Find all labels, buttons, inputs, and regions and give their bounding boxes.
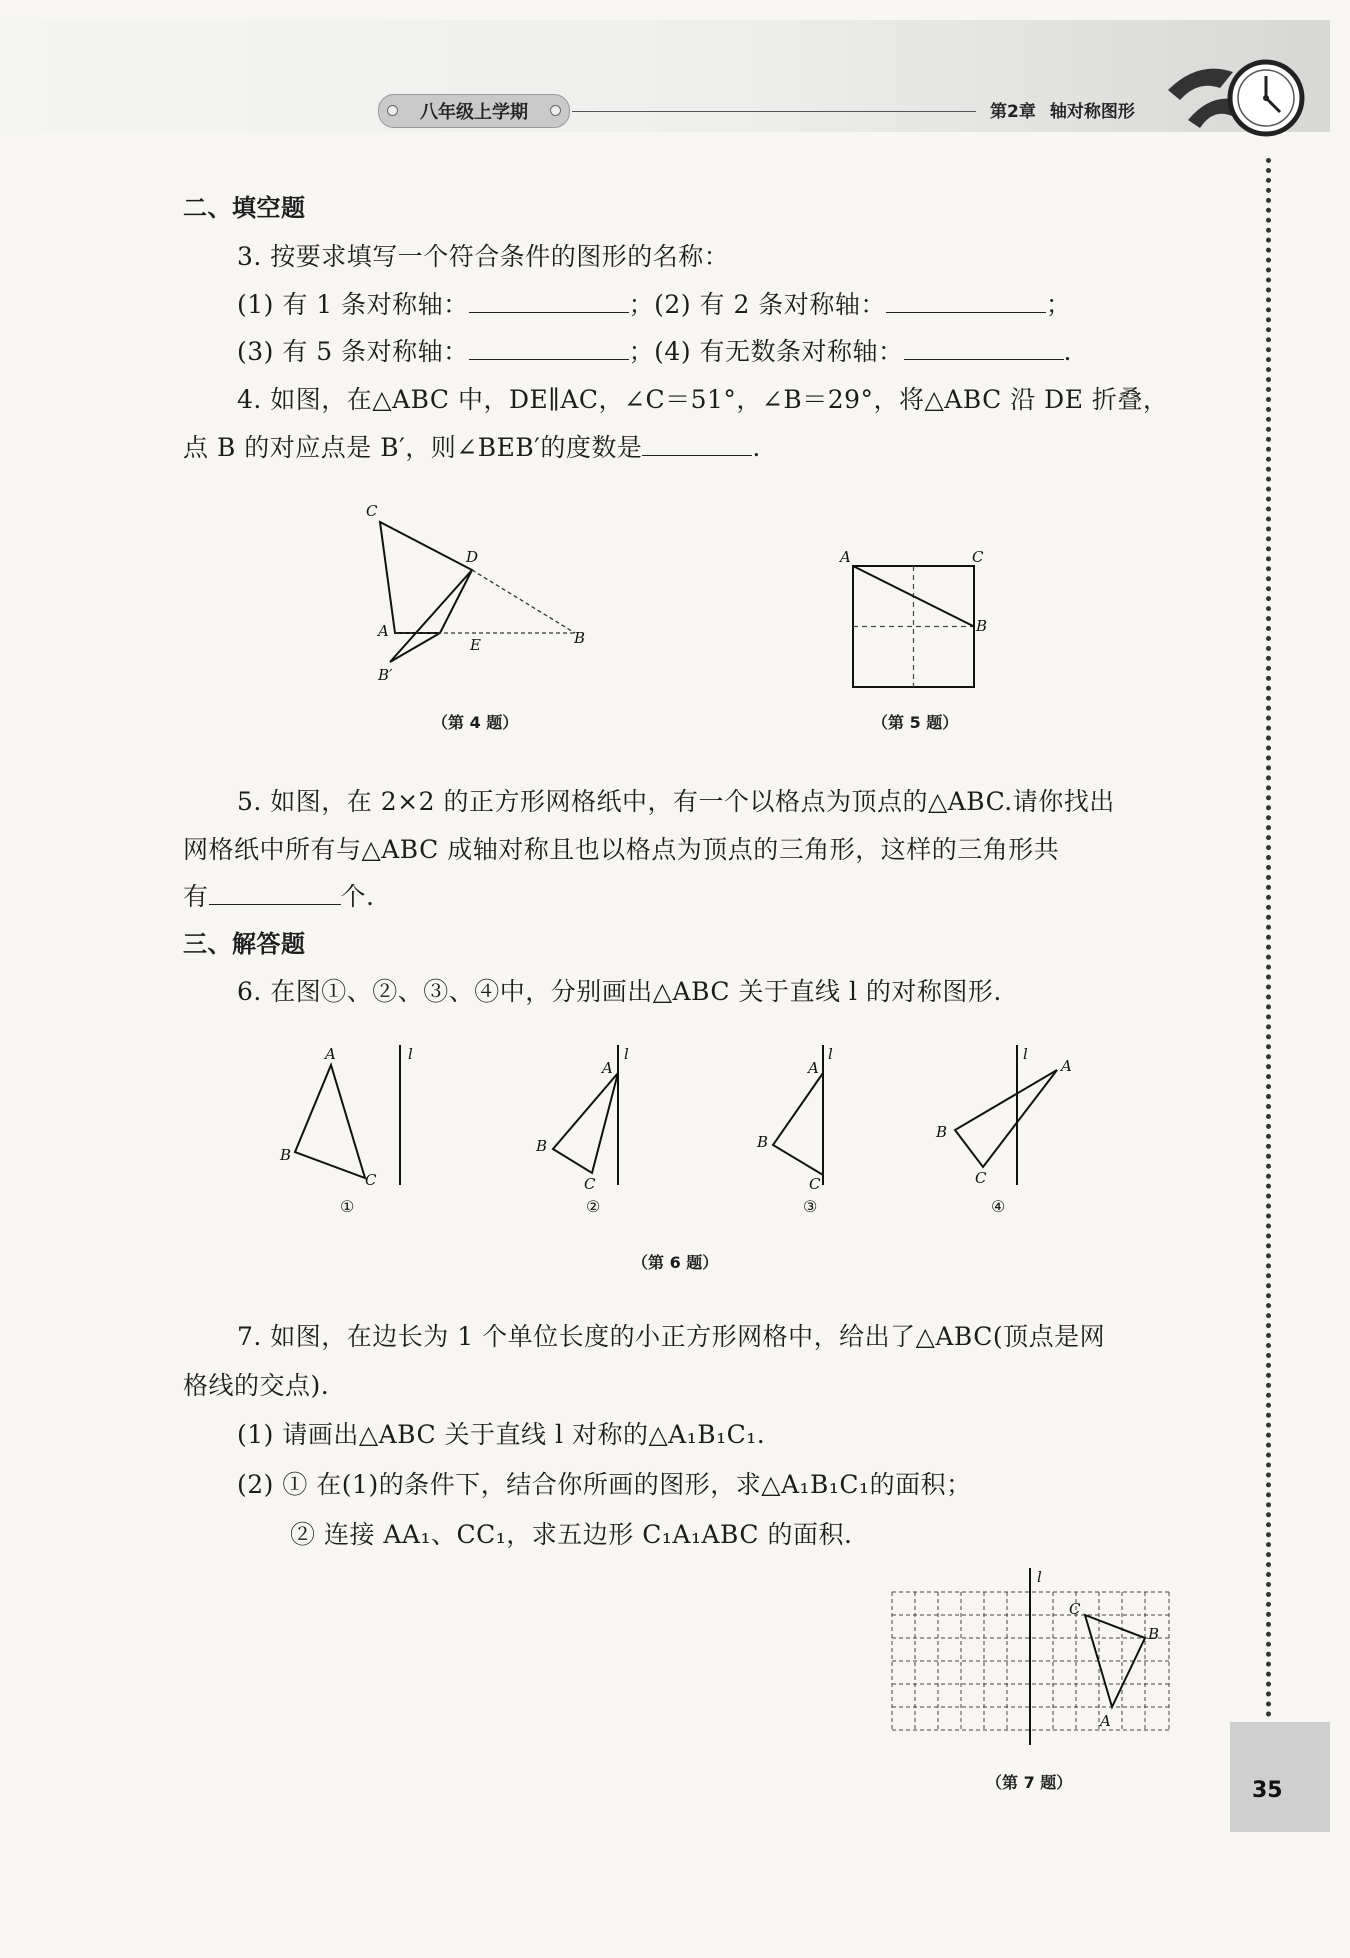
q3-part3: (3) 有 5 条对称轴： [237, 337, 469, 366]
fig6-1-label-C: C [365, 1171, 377, 1189]
q5-line3-end: 个. [340, 882, 375, 911]
runner-clock-icon [1158, 50, 1308, 140]
q7-part1: (1) 请画出△ABC 关于直线 l 对称的△A₁B₁C₁. [237, 1420, 766, 1449]
fig4-caption: （第 4 题） [432, 713, 519, 732]
fig6-3-triangle [773, 1073, 823, 1175]
q7-part2: (2) ① 在(1)的条件下，结合你所画的图形，求△A₁B₁C₁的面积； [237, 1470, 972, 1499]
fig6-4-label-C: C [975, 1169, 987, 1187]
figure-q7 [880, 1560, 1180, 1750]
fig7-label-A: A [1100, 1712, 1111, 1730]
q3-part2: ；(2) 有 2 条对称轴： [628, 290, 886, 319]
q5-line3-text: 有 [183, 882, 209, 911]
fig5-caption: （第 5 题） [872, 713, 959, 732]
header-rule [572, 111, 976, 112]
fig6-1-triangle [295, 1065, 365, 1178]
fig6-2-label-A: A [602, 1059, 613, 1077]
fig7-triangle [1085, 1615, 1145, 1707]
chapter-title: 轴对称图形 [1049, 102, 1135, 122]
fig4-label-C: C [366, 502, 378, 520]
fig4-label-Bprime: B′ [378, 666, 393, 684]
q3-part2-end: ； [1045, 290, 1072, 319]
q5-line2: 网格纸中所有与△ABC 成轴对称且也以格点为顶点的三角形，这样的三角形共 [183, 835, 1060, 864]
section-fill-blank-title: 二、填空题 [183, 194, 306, 222]
fig6-2-number: ② [586, 1197, 601, 1216]
fig6-3-label-A: A [808, 1059, 819, 1077]
fig6-3-number: ③ [803, 1197, 818, 1216]
fig4-label-B: B [574, 629, 586, 647]
fig6-2-triangle [553, 1073, 618, 1173]
fig5-label-C: C [972, 548, 984, 566]
fig4-DBp [390, 570, 472, 662]
q4-line2 [183, 428, 761, 464]
fig4-label-E: E [470, 636, 481, 654]
fig6-1-label-l: l [408, 1045, 413, 1063]
page-number-tab [1230, 1722, 1330, 1832]
fig4-EBp [390, 633, 440, 662]
fig6-4-label-l: l [1023, 1045, 1028, 1063]
fig7-label-B: B [1148, 1625, 1160, 1643]
page-number: 35 [1252, 1778, 1283, 1803]
fig7-label-l: l [1037, 1568, 1042, 1586]
q3-blank2[interactable] [886, 290, 1046, 313]
fig4-label-A: A [378, 622, 389, 640]
q3-blank4[interactable] [904, 337, 1064, 360]
section-solve-title: 三、解答题 [183, 930, 306, 958]
fig6-1-number: ① [340, 1197, 355, 1216]
figure-q6-1 [270, 1045, 430, 1225]
figure-q6-4 [925, 1045, 1095, 1225]
chapter-heading [990, 97, 1149, 122]
q7-line1: 7. 如图，在边长为 1 个单位长度的小正方形网格中，给出了△ABC(顶点是网 [237, 1322, 1106, 1351]
fig6-3-label-B: B [757, 1133, 769, 1151]
q5-line1: 5. 如图，在 2×2 的正方形网格纸中，有一个以格点为顶点的△ABC.请你找出 [237, 787, 1115, 816]
fig6-2-label-C: C [584, 1175, 596, 1193]
fig4-DB-dashed [472, 570, 575, 633]
fig6-4-label-B: B [936, 1123, 948, 1141]
q5-blank[interactable] [209, 882, 341, 905]
q3-line2 [237, 332, 1072, 368]
q7-line2: 格线的交点). [183, 1371, 330, 1400]
fig6-3-label-C: C [809, 1175, 821, 1193]
q3-stem: 3. 按要求填写一个符合条件的图形的名称： [237, 242, 730, 271]
q3-blank3[interactable] [469, 337, 629, 360]
fig6-4-triangle [955, 1070, 1057, 1167]
fig6-2-label-B: B [536, 1137, 548, 1155]
q4-line1: 4. 如图，在△ABC 中，DE∥AC，∠C＝51°，∠B＝29°，将△ABC 沿 DE 折叠， [237, 385, 1169, 414]
figure-q5 [830, 545, 1000, 695]
q3-part4: ；(4) 有无数条对称轴： [628, 337, 904, 366]
margin-dots [1266, 158, 1271, 1718]
fig5-label-B: B [976, 617, 988, 635]
figure-q4 [360, 500, 600, 700]
grade-label: 八年级上学期 [378, 94, 570, 128]
chapter-number: 第2章 [990, 102, 1036, 122]
fig6-4-number: ④ [991, 1197, 1006, 1216]
q6-stem: 6. 在图①、②、③、④中，分别画出△ABC 关于直线 l 的对称图形. [237, 977, 1002, 1006]
q3-part1: (1) 有 1 条对称轴： [237, 290, 469, 319]
q4-line2-end: . [752, 433, 761, 462]
fig5-label-A: A [840, 548, 851, 566]
q5-line3 [183, 877, 374, 913]
fig7-label-C: C [1069, 1600, 1081, 1618]
figure-q6-2 [530, 1045, 670, 1225]
fig7-caption: （第 7 题） [986, 1773, 1073, 1792]
fig6-4-label-A: A [1061, 1057, 1072, 1075]
fig6-1-label-A: A [325, 1045, 336, 1063]
fig6-2-label-l: l [624, 1045, 629, 1063]
figure-q6-3 [755, 1045, 895, 1225]
q3-blank1[interactable] [469, 290, 629, 313]
fig4-quad [380, 522, 472, 633]
q4-line2-text: 点 B 的对应点是 B′，则∠BEB′的度数是 [183, 433, 643, 462]
q3-part4-end: . [1063, 337, 1072, 366]
q3-line1 [237, 285, 1071, 321]
fig6-1-label-B: B [280, 1146, 292, 1164]
fig4-label-D: D [466, 548, 479, 566]
q4-blank[interactable] [642, 433, 752, 456]
fig6-3-label-l: l [828, 1045, 833, 1063]
q7-part3: ② 连接 AA₁、CC₁，求五边形 C₁A₁ABC 的面积. [290, 1520, 853, 1549]
fig6-caption: （第 6 题） [632, 1253, 719, 1272]
